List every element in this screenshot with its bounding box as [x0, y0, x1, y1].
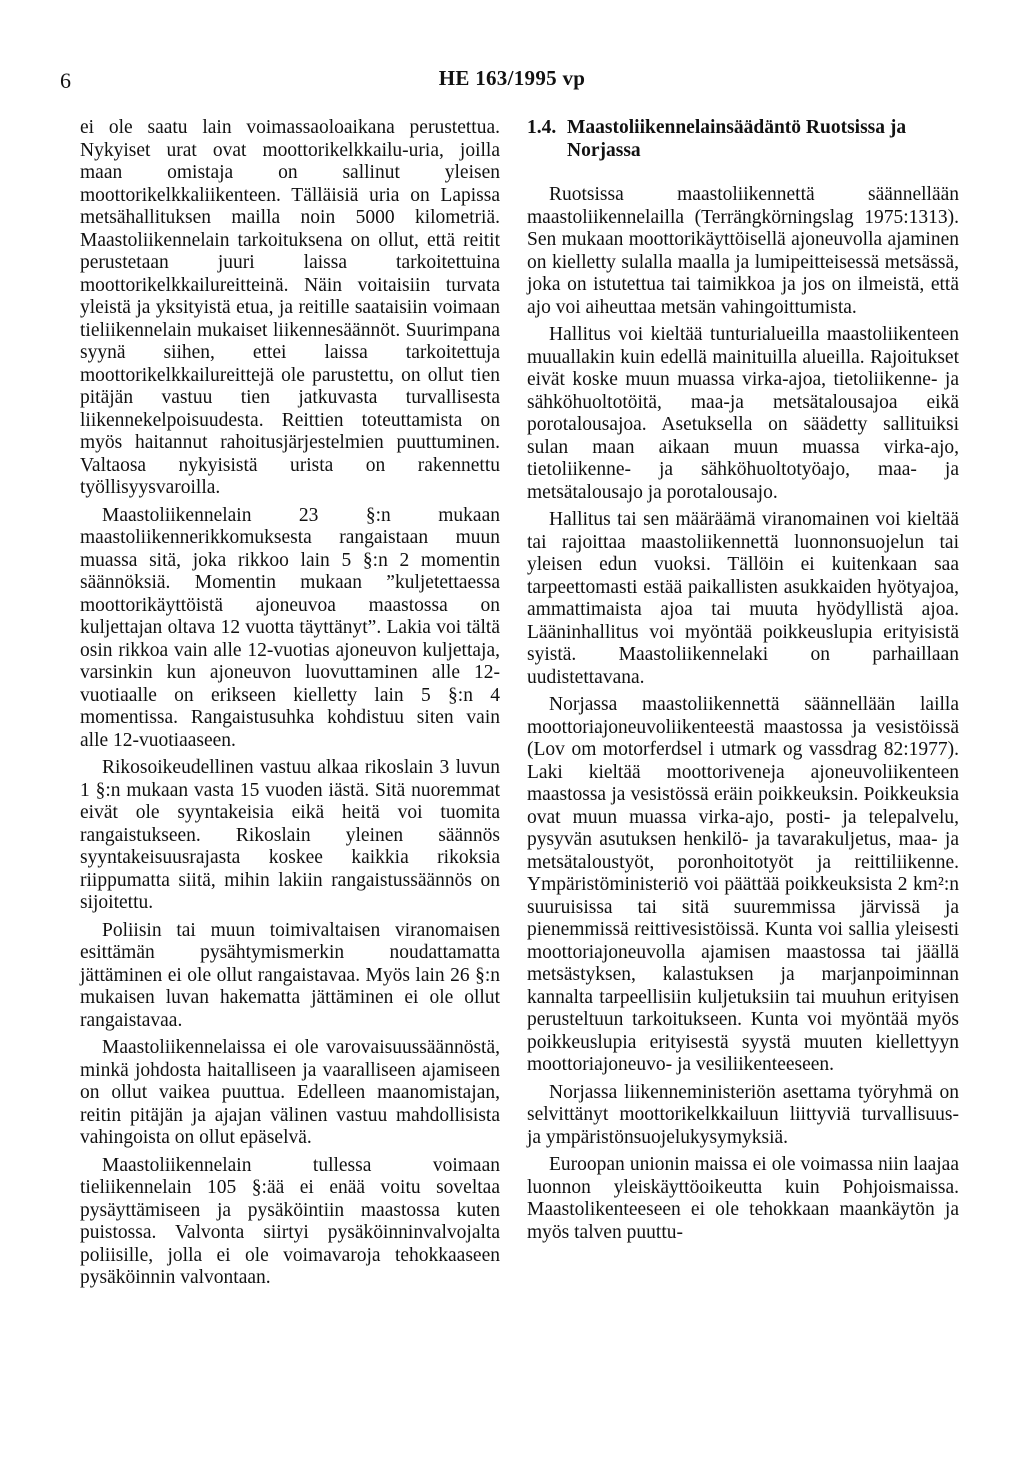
- section-heading: [527, 117, 959, 162]
- section-title: Maastoliikennelainsäädäntö Ruotsissa ja Norjassa: [567, 117, 907, 161]
- paragraph: Euroopan unionin maissa ei ole voimassa niin laajaa luonnon yleiskäyttöoikeutta kuin Pohjoismaissa. Maastolikenteeseen ei ole tehokkaan maankäytön ja myös talven puuttu-: [527, 1154, 959, 1243]
- section-number: 1.4.: [527, 117, 557, 138]
- paragraph: Maastoliikennelain 23 §:n mukaan maastoliikennerikkomuksesta rangaistaan muun muassa sitä, joka rikkoo lain 5 §:n 2 momentin säännöksiä. Momentin mukaan ”kuljetettaessa moottorikäyttöistä ajoneuvoa maastossa on kuljettajan oltava 12 vuotta täyttänyt”. Lakia voi tältä osin rikkoa vain alle 12-vuotias ajoneuvon kuljettaja, varsinkin kun ajoneuvon luovuttaminen alle 12-vuotiaalle on erikseen kielletty lain 5 §:n 4 momentissa. Rangaistusuhka kohdistuu siten vain alle 12-vuotiaaseen.: [80, 504, 500, 751]
- paragraph: ei ole saatu lain voimassaoloaikana perustettua. Nykyiset urat ovat moottorikelkkailu-uria, joilla maan omistaja on sallinut yleisen moottorikelkkaliikenteen. Tälläisiä uria on Lapissa metsähallituksen mailla noin 5000 kilometriä. Maastoliikennelain tarkoituksena on ollut, että reitit perustetaan juuri laissa tarkoitettuina moottorikelkkailureitteinä. Näin voitaisiin turvata yleistä ja yksityistä etua, ja reitille saataisiin voimaan tieliikennelain mukaiset liikennesäännöt. Suurimpana syynä siihen, ettei laissa tarkoitettuja moottorikelkkailureittejä ole parustettu, on ollut tien pitäjän vastuu tien jatkuvasta turvallisesta liikennekelpoisuudesta. Reittien toteuttamista on myös haitannut rahoitusjärjestelmien puuttuminen. Valtaosa nykyisistä urista on rakennettu työllisyysvaroilla.: [80, 117, 500, 498]
- paragraph: Hallitus tai sen määräämä viranomainen voi kieltää tai rajoittaa maastoliikennettä luonnonsuojelun tai yleisen edun vuoksi. Tällöin ei kuitenkaan saa tarpeettomasti estää paikallisten asukkaiden hyötyajoa, ammattimaista ajoa tai muuta hyödyllistä ajoa. Lääninhallitus voi myöntää poikkeuslupia erityisistä syistä. Maastoliikennelaki on parhaillaan uudistettavana.: [527, 509, 959, 688]
- paragraph: Maastoliikennelain tullessa voimaan tieliikennelain 105 §:ää ei enää voitu soveltaa pysäyttämiseen ja pysäköintiin maastossa kuten puistossa. Valvonta siirtyi pysäköinninvalvojalta poliisille, jolla ei ole voimavaroja tehokkaaseen pysäköinnin valvontaan.: [80, 1154, 500, 1288]
- left-column: [80, 117, 500, 1295]
- right-column: [527, 117, 959, 1249]
- paragraph: Poliisin tai muun toimivaltaisen viranomaisen esittämän pysähtymismerkin noudattamatta jättäminen ei ole ollut rangaistavaa. Myös lain 26 §:n mukaisen luvan hakematta jättäminen ei ole ollut rangaistavaa.: [80, 919, 500, 1031]
- paragraph: Norjassa maastoliikennettä säännellään lailla moottoriajoneuvoliikenteestä maastossa ja vesistöissä (Lov om motorferdsel i utmark og vassdrag 82:1977). Laki kieltää moottoriveneja ajoneuvoliikenteen maastossa ja vesistössä eräin poikkeuksin. Poikkeuksia ovat muun muassa virka-ajo, posti- ja telepalvelu, pysyvän asutuksen henkilö- ja tavarakuljetus, maa- ja metsätaloustyöt, poronhoitotyöt ja reittiliikenne. Ympäristöministeriö voi päättää poikkeuksista 2 km²:n suuruisissa tai sitä suuremmissa järvissä ja pienemmissä reittivesistöissä. Kunta voi sallia yleisesti moottoriajoneuvolla ajamisen maastossa tai jäällä metsästyksen, kalastuksen ja marjanpoiminnan kannalta tarpeellisiin kuljetuksiin tai muuhun erityisen perusteltuun tarkoitukseen. Kunta voi myöntää myös poikkeuslupia erityisestä syystä muuten kiellettyyn moottoriajoneuvo- ja vesiliikenteeseen.: [527, 694, 959, 1075]
- paragraph: Norjassa liikenneministeriön asettama työryhmä on selvittänyt moottorikelkkailuun liittyviä turvallisuus- ja ympäristönsuojelukysymyksiä.: [527, 1081, 959, 1148]
- running-title: HE 163/1995 vp: [438, 66, 586, 90]
- paragraph: Hallitus voi kieltää tunturialueilla maastoliikenteen muuallakin kuin edellä mainituilla alueilla. Rajoitukset eivät koske muun muassa virka-ajoa, tietoliikenne- ja sähköhuoltotöitä, maa-ja metsätalousajoa eikä porotalousajoa. Asetuksella on säädetty sallituiksi sulan maan aikaan muun muassa virka-ajo, tietoliikenne- ja sähköhuoltotyöajo, maa- ja metsätalousajo ja porotalousajo.: [527, 324, 959, 503]
- page-number: 6: [60, 68, 71, 93]
- paragraph: Rikosoikeudellinen vastuu alkaa rikoslain 3 luvun 1 §:n mukaan vasta 15 vuoden iästä. Sitä nuoremmat eivät ole syyntakeisia eikä heitä voi tuomita rangaistukseen. Rikoslain yleinen säännös syyntakeisuusrajasta koskee kaikkia rikoksia riippumatta siitä, mihin lakiin rangaistussäännös on sijoitettu.: [80, 757, 500, 913]
- paragraph: Maastoliikennelaissa ei ole varovaisuussäännöstä, minkä johdosta haitalliseen ja vaaralliseen ajamiseen on ollut vaikea puuttua. Edelleen maanomistajan, reitin pitäjän ja ajajan välinen vastuu mahdollisista vahingoista on ollut epäselvä.: [80, 1037, 500, 1148]
- paragraph: Ruotsissa maastoliikennettä säännellään maastoliikennelailla (Terrängkörningslag 1975:1313). Sen mukaan moottorikäyttöisellä ajoneuvolla ajaminen on kielletty sulalla maalla ja lumipeitteisessä metsässä, joka on istutettua tai taimikkoa ja jos on ilmeistä, että ajo voi aiheuttaa metsän vahingoittumista.: [527, 184, 959, 318]
